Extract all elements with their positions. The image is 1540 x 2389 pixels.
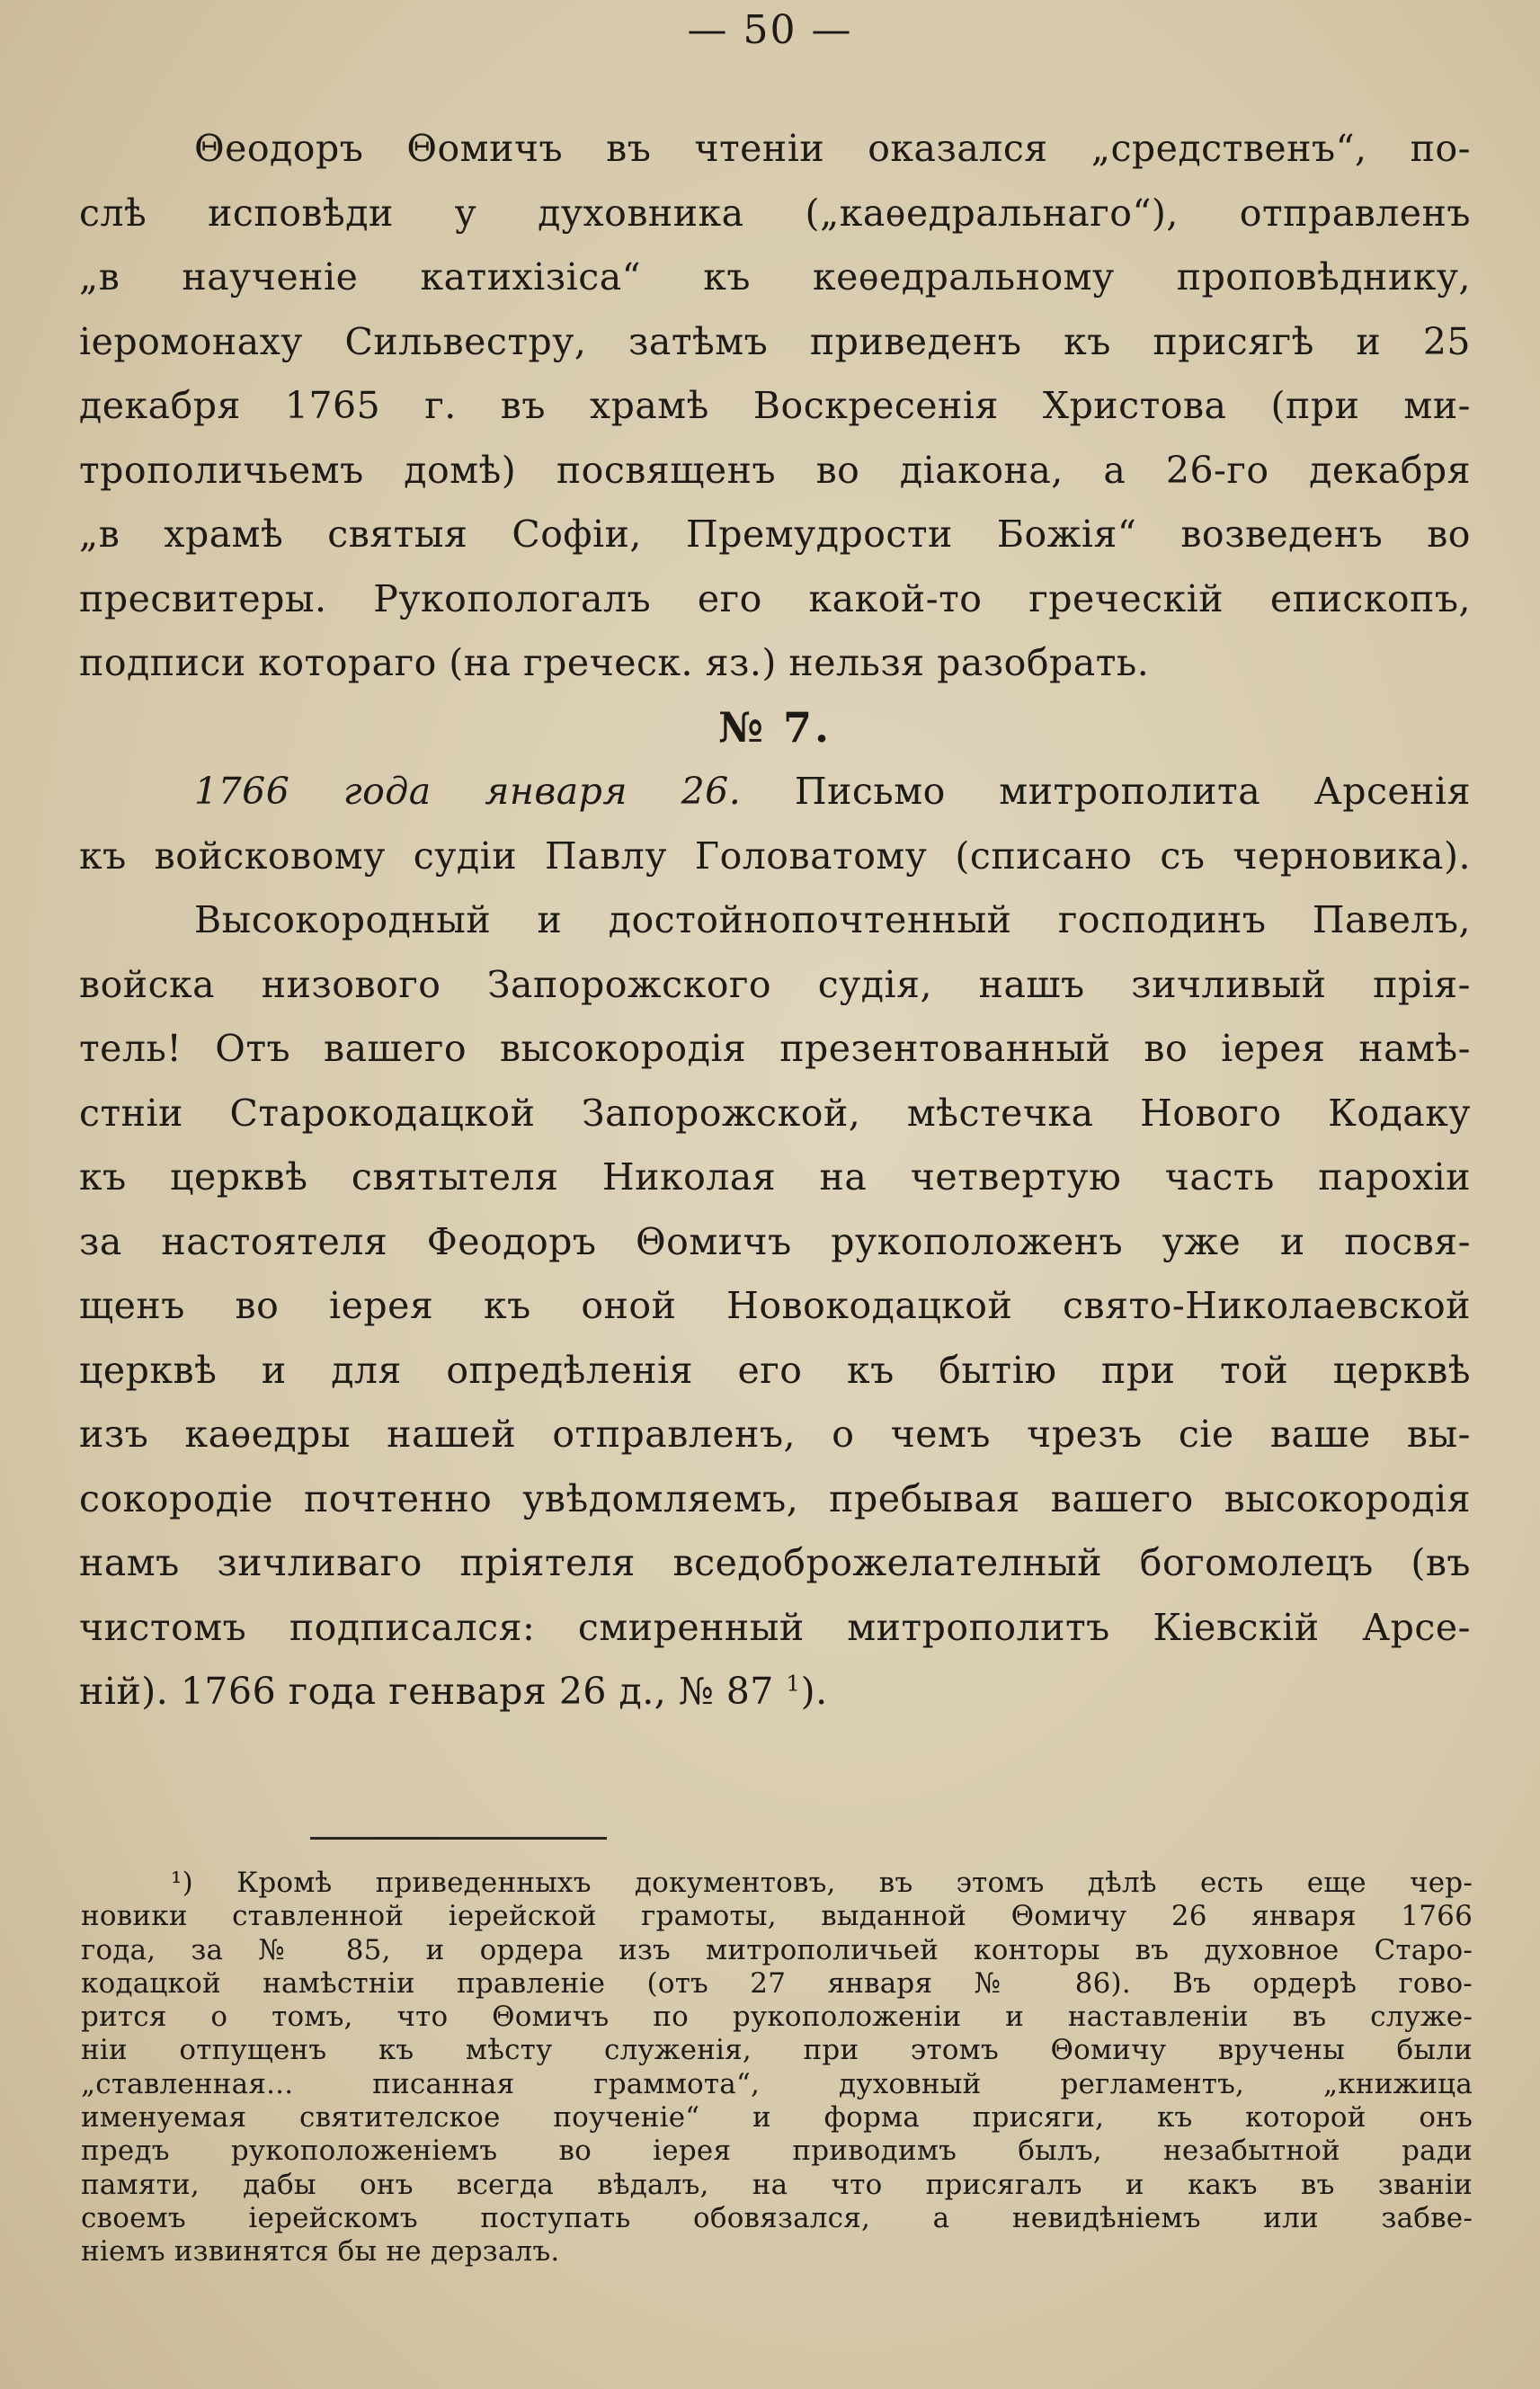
letter-line: изъ каѳедры нашей отправленъ, о чемъ чрезъ сіе ваше вы-: [79, 1413, 1471, 1456]
text-line: подписи котораго (на греческ. яз.) нельзя разобрать.: [79, 641, 1150, 684]
letter-line: тель! Отъ вашего высокородія презентованный во іерея намѣ-: [79, 1027, 1471, 1070]
page-number: — 50 —: [687, 7, 853, 53]
letter-line: къ церквѣ святытеля Николая на четвертую часть парохіи: [79, 1155, 1471, 1199]
text-line: декабря 1765 г. въ храмѣ Воскресенія Христова (при ми-: [79, 384, 1471, 427]
footnote-divider: [310, 1837, 607, 1840]
document-header-line: къ войсковому судіи Павлу Головатому (списано съ черновика).: [79, 833, 1471, 878]
document-number-heading: № 7.: [717, 702, 832, 752]
letter-line: сокородіе почтенно увѣдомляемъ, пребывая вашего высокородія: [79, 1476, 1471, 1520]
footnote-line: года, за № 85, и ордера изъ митрополичьей конторы въ духовное Старо-: [81, 1933, 1473, 1966]
text-line: трополичьемъ домѣ) посвященъ во діакона, а 26-го декабря: [79, 448, 1471, 492]
letter-line: за настоятеля Феодоръ Θомичъ рукоположенъ уже и посвя-: [79, 1219, 1471, 1263]
footnote-line: новики ставленной іерейской грамоты, выданной Θомичу 26 января 1766: [81, 1900, 1473, 1933]
footnote-line: памяти, дабы онъ всегда вѣдалъ, на что присягалъ и какъ въ званіи: [81, 2168, 1473, 2201]
footnote-line: своемъ іерейскомъ поступать обовязался, а невидѣніемъ или забве-: [81, 2201, 1473, 2234]
footnote-line: ніемъ извинятся бы не дерзалъ.: [81, 2235, 560, 2269]
document-header-line: [79, 760, 1471, 825]
letter-line: войска низового Запорожского судія, нашъ зичливый прія-: [79, 962, 1471, 1006]
letter-line: стніи Старокодацкой Запорожской, мѣстечка Нового Кодаку: [79, 1091, 1471, 1135]
footnote-line: ніи отпущенъ къ мѣсту служенія, при этомъ Θомичу вручены были: [81, 2034, 1473, 2067]
footnote-line: ¹) Кромѣ приведенныхъ документовъ, въ этомъ дѣлѣ есть еще чер-: [171, 1867, 1473, 1899]
footnote-reference: 1: [786, 1670, 801, 1697]
footnote-line: кодацкой намѣстніи правленіе (отъ 27 января № 86). Въ ордерѣ гово-: [81, 1966, 1473, 2000]
letter-line: [79, 1660, 1471, 1725]
text-line: слѣ исповѣди у духовника („каѳедральнаго“), отправленъ: [79, 191, 1471, 235]
letter-line: церквѣ и для опредѣленія его къ бытію при той церквѣ: [79, 1348, 1471, 1392]
text-line: іеромонаху Сильвестру, затѣмъ приведенъ къ присягѣ и 25: [79, 319, 1471, 363]
letter-closing: ній). 1766 года генваря 26 д., № 87: [79, 1670, 787, 1713]
text-line: „в храмѣ святыя Софіи, Премудрости Божія“ возведенъ во: [79, 513, 1471, 556]
document-title: Письмо митрополита Арсенія: [741, 770, 1471, 813]
footnote-line: „ставленная... писанная граммота“, духовный регламентъ, „книжица: [81, 2067, 1473, 2100]
text-line: „в наученіе катихізіса“ къ кеѳедральному проповѣднику,: [79, 255, 1471, 299]
footnote-line: рится о томъ, что Θомичъ по рукоположеніи и наставленіи въ служе-: [81, 2001, 1473, 2034]
text-line: пресвитеры. Рукопологалъ его какой-то греческій епископъ,: [79, 576, 1471, 620]
footnote-mark: ¹): [171, 1867, 193, 1899]
footnote: [81, 1867, 1473, 2269]
main-text: [79, 117, 1471, 1725]
letter-line: щенъ во іерея къ оной Новокодацкой свято-Николаевской: [79, 1284, 1471, 1327]
letter-line: Высокородный и достойнопочтенный господинъ Павелъ,: [194, 898, 1471, 941]
document-date: 1766 года января 26.: [194, 770, 742, 813]
letter-line: чистомъ подписался: смиренный митрополитъ Кіевскій Арсе-: [79, 1605, 1471, 1649]
footnote-line: предъ рукоположеніемъ во іерея приводимъ былъ, незабытной ради: [81, 2135, 1473, 2168]
letter-end: ).: [800, 1670, 828, 1713]
text-line: Θеодоръ Θомичъ въ чтеніи оказался „средственъ“, по-: [194, 127, 1471, 170]
footnote-line: именуемая святителское поученіе“ и форма присяги, къ которой онъ: [81, 2101, 1473, 2135]
letter-line: намъ зичливаго пріятеля вседоброжелателный богомолецъ (въ: [79, 1541, 1471, 1584]
